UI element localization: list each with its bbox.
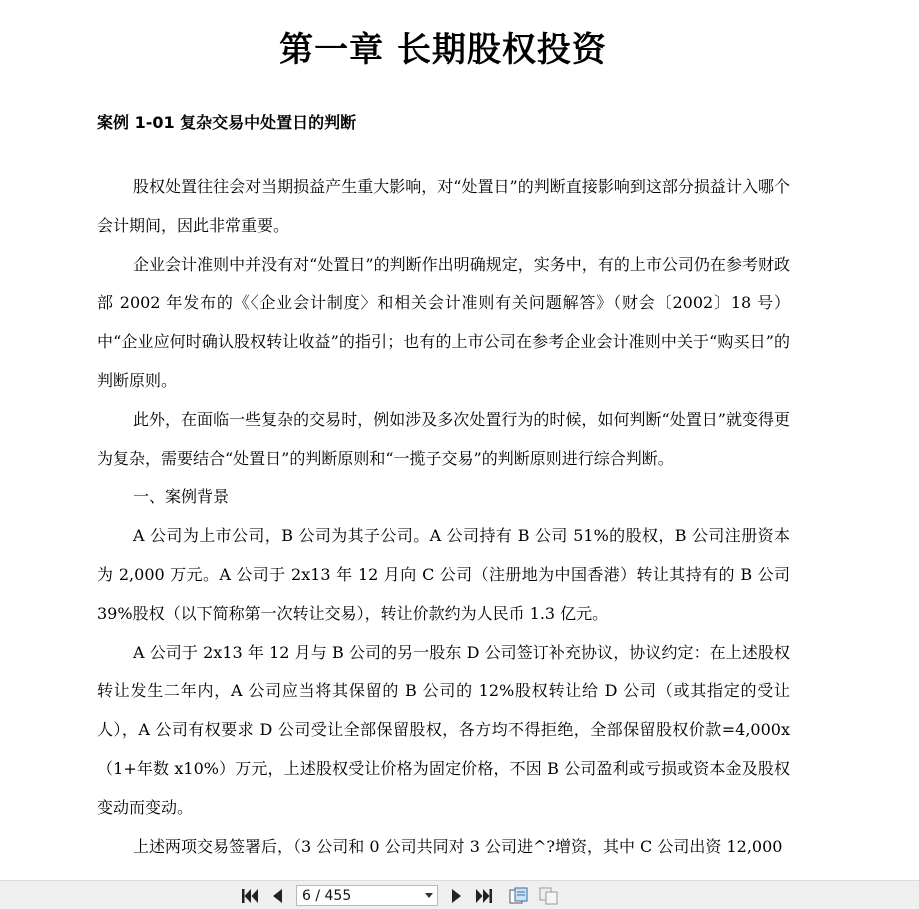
viewer-toolbar	[0, 880, 919, 909]
paragraph: 上述两项交易签署后，（3 公司和 0 公司共同对 3 公司进^?增资，其中 C 公司出资 12,000	[133, 836, 783, 856]
paragraph: 企业会计准则中并没有对“处置日”的判断作出明确规定，实务中，有的上市公司仍在参考财政部 2002 年发布的《〈企业会计制度〉和相关会计准则有关问题解答》（财会〔2002〕18 号）中“企业应何时确认股权转让收益”的指引；也有的上市公司在参考企业会计准则中关于“购买日”的判断原则。	[97, 254, 790, 390]
paragraph: A 公司于 2x13 年 12 月与 B 公司的另一股东 D 公司签订补充协议，协议约定：在上述股权转让发生二年内，A 公司应当将其保留的 B 公司的 12%股权转让给 D 公司（或其指定的受让人），A 公司有权要求 D 公司受让全部保留股权，各方均不得拒绝，全部保留股权价款=4,000x（1+年数 x10%）万元，上述股权受让价格为固定价格，不因 B 公司盈利或亏损或资本金及股权变动而变动。	[97, 642, 790, 817]
first-page-icon[interactable]	[240, 887, 260, 905]
body-text	[97, 168, 790, 866]
chevron-down-icon	[425, 893, 433, 898]
paragraph: 股权处置往往会对当期损益产生重大影响，对“处置日”的判断直接影响到这部分损益计入哪个会计期间，因此非常重要。	[97, 177, 790, 235]
page-number-select[interactable]	[296, 885, 438, 906]
case-title: 案例 1-01 复杂交易中处置日的判断	[97, 113, 357, 132]
prev-page-icon[interactable]	[268, 887, 286, 905]
paragraph: A 公司为上市公司，B 公司为其子公司。A 公司持有 B 公司 51%的股权，B 公司注册资本为 2,000 万元。A 公司于 2x13 年 12 月向 C 公司（注册地为中国香港）转让其持有的 B 公司 39%股权（以下简称第一次转让交易），转让价款约为人民币 1.3 亿元。	[97, 526, 790, 623]
two-page-view-icon[interactable]	[538, 887, 560, 905]
section-heading: 一、案例背景	[133, 487, 230, 507]
last-page-icon[interactable]	[474, 887, 494, 905]
paragraph: 此外，在面临一些复杂的交易时，例如涉及多次处置行为的时候，如何判断“处置日”就变得更为复杂，需要结合“处置日”的判断原则和“一揽子交易”的判断原则进行综合判断。	[97, 409, 790, 468]
page-view-icon[interactable]	[508, 887, 530, 905]
page-number-value: 6 / 455	[302, 887, 352, 904]
chapter-title: 第一章 长期股权投资	[279, 30, 607, 70]
next-page-icon[interactable]	[448, 887, 466, 905]
